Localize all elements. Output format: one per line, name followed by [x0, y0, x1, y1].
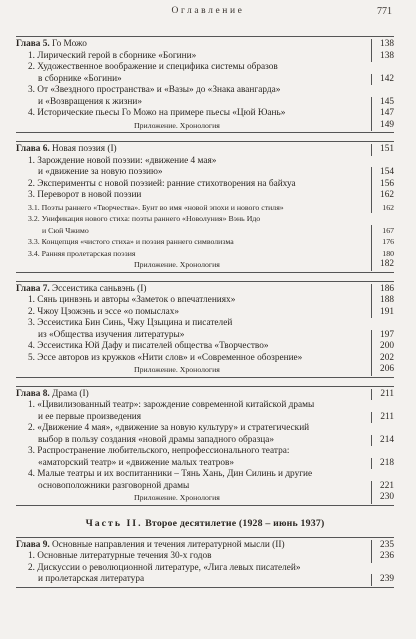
- chapter-heading-row: [16, 389, 394, 401]
- entry-text: и пролетарская литература: [38, 574, 145, 584]
- entry-text: 5. Эссе авторов из кружков «Нити слов» и «Современное обозрение»: [28, 352, 303, 363]
- entry-title: [16, 39, 371, 51]
- entry-text: 1. Зарождение новой поэзии: «движение 4 мая»: [28, 155, 217, 166]
- entry-text: 3. Распространение любительского, непрофессионального театра:: [28, 446, 290, 456]
- entry-title: [16, 353, 371, 365]
- entry-title: [16, 435, 371, 447]
- entry-title: [16, 574, 371, 586]
- entry-text: Приложение. Хронология: [134, 365, 220, 374]
- page-ref: 235: [371, 540, 394, 552]
- chapter-label: Глава 8.: [16, 388, 50, 399]
- entry-title: [16, 190, 371, 202]
- page-ref: 239: [371, 574, 394, 586]
- toc-entry: [16, 62, 394, 74]
- chapter-label: Глава 5.: [16, 39, 50, 49]
- entry-text: 3.3. Концепция «чистого стиха» и поэзия раннего символизма: [28, 237, 234, 246]
- page-ref: 145: [371, 97, 394, 109]
- entry-title: [16, 423, 371, 435]
- page-ref: 162: [371, 190, 394, 202]
- entry-title: [16, 156, 371, 168]
- entry-text: и ее первые произведения: [38, 411, 142, 422]
- page-ref: 197: [371, 330, 394, 342]
- page-ref: 202: [371, 353, 394, 365]
- entry-text: в сборнике «Богини»: [38, 73, 122, 84]
- page-ref: 211: [371, 412, 394, 424]
- entry-title: [16, 97, 371, 109]
- page-ref: 186: [371, 284, 394, 296]
- entry-title: [16, 108, 371, 120]
- entry-title: [16, 295, 371, 307]
- toc-entry: [16, 295, 394, 307]
- entry-text: 2. Художественное воображение и специфика системы образов: [28, 62, 278, 72]
- toc-entry: [16, 225, 394, 237]
- part-title: Второе десятилетие (1928 – июнь 1937): [142, 517, 325, 529]
- chapter-label: Глава 7.: [16, 283, 50, 294]
- entry-title: [16, 446, 371, 458]
- chapter-label: Глава 9.: [16, 539, 50, 550]
- page-ref: 138: [371, 51, 394, 63]
- entry-text: 3.4. Ранняя пролетарская поэзия: [28, 248, 136, 258]
- table-of-contents: [16, 36, 394, 588]
- entry-title: [16, 481, 371, 493]
- toc-entry: [16, 248, 394, 260]
- page-ref: 162: [371, 202, 394, 214]
- page-ref: 214: [371, 435, 394, 447]
- entry-title: [16, 469, 371, 481]
- entry-text: Новая поэзия (I): [49, 144, 117, 154]
- entry-text: Приложение. Хронология: [134, 120, 220, 130]
- toc-entry: [16, 423, 394, 435]
- entry-title: [16, 120, 371, 132]
- entry-title: [16, 74, 371, 86]
- page-ref: 138: [371, 39, 394, 51]
- entry-text: 4. Исторические пьесы Го Можо на примере пьесы «Цюй Юань»: [28, 108, 286, 118]
- toc-entry: [16, 51, 394, 63]
- chapter-heading-row: [16, 540, 394, 552]
- appendix-row: [16, 364, 394, 376]
- entry-text: 2. Чжоу Цзожэнь и эссе «о помыслах»: [28, 306, 179, 317]
- toc-entry: [16, 412, 394, 424]
- toc-entry: [16, 167, 394, 179]
- entry-title: [16, 551, 371, 563]
- toc-entry: [16, 341, 394, 353]
- entry-text: 4. Эссеистика Юй Дафу и писателей общества «Творчество»: [28, 341, 269, 351]
- toc-entry: [16, 236, 394, 248]
- toc-entry: [16, 563, 394, 575]
- page-ref: 221: [371, 481, 394, 493]
- chapter-heading-row: [16, 39, 394, 51]
- entry-text: 3. Эссеистика Бин Синь, Чжу Цзыцина и писателей: [28, 318, 233, 328]
- entry-text: 3.2. Унификация нового стиха: поэты раннего «Новолуния» Вэнь Идо: [28, 214, 261, 223]
- chapter-block: [16, 537, 394, 588]
- page-ref: 230: [371, 492, 394, 504]
- page-ref: 151: [371, 144, 394, 156]
- entry-title: [16, 236, 371, 248]
- entry-title: [16, 202, 371, 214]
- entry-title: [16, 540, 371, 552]
- entry-title: [16, 341, 371, 353]
- page-ref: 188: [371, 295, 394, 307]
- toc-entry: [16, 213, 394, 225]
- page-ref: 200: [371, 341, 394, 353]
- entry-text: 2. «Движение 4 мая», «движение за новую культуру» и стратегический: [28, 423, 310, 433]
- toc-entry: [16, 458, 394, 470]
- chapter-block: [16, 386, 394, 506]
- appendix-row: [16, 120, 394, 132]
- toc-entry: [16, 330, 394, 342]
- page-ref: 176: [371, 236, 394, 248]
- entry-text: Приложение. Хронология: [134, 493, 220, 502]
- page-ref: 180: [371, 248, 394, 260]
- entry-text: из «Общества изучения литературы»: [38, 329, 185, 340]
- chapter-block: [16, 141, 394, 273]
- appendix-row: [16, 259, 394, 271]
- entry-text: Основные направления и течения литературной мысли (II): [49, 539, 285, 550]
- entry-text: 2. Эксперименты с новой поэзией: ранние стихотворения на байхуа: [28, 178, 296, 189]
- toc-entry: [16, 551, 394, 563]
- entry-text: 2. Дискуссии о революционной литературе, «Лига левых писателей»: [28, 562, 301, 573]
- chapter-heading-row: [16, 284, 394, 296]
- entry-title: [16, 51, 371, 63]
- entry-title: [16, 412, 371, 424]
- page-ref: 149: [371, 120, 394, 132]
- entry-text: 1. Сянь цинвэнь и авторы «Заметок о впечатлениях»: [28, 295, 236, 305]
- toc-entry: [16, 202, 394, 214]
- toc-entry: [16, 469, 394, 481]
- entry-text: Драма (I): [49, 388, 89, 399]
- entry-text: 1. Лирический герой в сборнике «Богини»: [28, 50, 197, 61]
- entry-text: 3. Переворот в новой поэзии: [28, 190, 142, 200]
- page-ref: 236: [371, 551, 394, 563]
- chapter-heading-row: [16, 144, 394, 156]
- page-ref: 218: [371, 458, 394, 470]
- entry-title: [16, 167, 371, 179]
- page-header: [0, 6, 416, 26]
- entry-title: [16, 225, 371, 237]
- entry-title: [16, 213, 371, 225]
- entry-text: 1. Основные литературные течения 30-х годов: [28, 551, 212, 561]
- entry-title: [16, 179, 371, 191]
- entry-title: [16, 400, 371, 412]
- entry-text: и Сюй Чжимо: [42, 225, 89, 235]
- entry-text: Приложение. Хронология: [134, 260, 220, 269]
- toc-entry: [16, 481, 394, 493]
- part-heading: [16, 518, 394, 529]
- chapter-block: [16, 36, 394, 133]
- toc-entry: [16, 400, 394, 412]
- entry-text: «аматорский театр» и «движение малых театров»: [38, 457, 235, 468]
- entry-text: и «движение за новую поэзию»: [38, 167, 163, 177]
- entry-text: выбор в пользу создания «новой драмы западного образца»: [38, 434, 274, 445]
- toc-entry: [16, 318, 394, 330]
- entry-text: Го Можо: [49, 39, 87, 49]
- toc-entry: [16, 156, 394, 168]
- entry-title: [16, 458, 371, 470]
- entry-title: [16, 248, 371, 260]
- chapter-block: [16, 281, 394, 378]
- page-ref: 182: [371, 259, 394, 271]
- entry-text: и «Возвращения к жизни»: [38, 96, 142, 107]
- page-number: 771: [377, 6, 392, 17]
- entry-title: [16, 85, 371, 97]
- toc-entry: [16, 446, 394, 458]
- page-ref: 156: [371, 179, 394, 191]
- entry-text: 4. Малые театры и их воспитанники – Тянь Хань, Дин Силинь и другие: [28, 469, 313, 479]
- page-ref: 206: [371, 364, 394, 376]
- page-ref: 211: [371, 389, 394, 401]
- entry-title: [16, 318, 371, 330]
- entry-title: [16, 563, 371, 575]
- entry-title: [16, 62, 371, 74]
- toc-entry: [16, 190, 394, 202]
- toc-entry: [16, 179, 394, 191]
- page-ref: 167: [371, 225, 394, 237]
- toc-entry: [16, 353, 394, 365]
- toc-entry: [16, 307, 394, 319]
- toc-entry: [16, 85, 394, 97]
- entry-text: Эссеистика саньвэнь (I): [49, 283, 147, 294]
- chapter-label: Глава 6.: [16, 144, 50, 154]
- entry-title: [16, 330, 371, 342]
- entry-text: основоположники разговорной драмы: [38, 480, 190, 491]
- entry-text: 1. «Цивилизованный театр»: зарождение современной китайской драмы: [28, 400, 315, 410]
- running-title: Оглавление: [171, 6, 245, 16]
- page-ref: 191: [371, 307, 394, 319]
- entry-title: [16, 307, 371, 319]
- entry-title: [16, 364, 371, 376]
- toc-entry: [16, 97, 394, 109]
- entry-text: 3.1. Поэты раннего «Творчества». Бунт во имя «новой эпохи и нового стиля»: [28, 202, 284, 212]
- page-ref: 147: [371, 108, 394, 120]
- part-label: Часть II.: [85, 517, 143, 529]
- entry-title: [16, 144, 371, 156]
- entry-title: [16, 284, 371, 296]
- entry-title: [16, 389, 371, 401]
- entry-title: [16, 259, 371, 271]
- entry-text: 3. От «Звездного пространства» и «Вазы» до «Знака авангарда»: [28, 85, 281, 95]
- toc-entry: [16, 74, 394, 86]
- page-ref: 142: [371, 74, 394, 86]
- toc-entry: [16, 108, 394, 120]
- toc-entry: [16, 574, 394, 586]
- page-ref: 154: [371, 167, 394, 179]
- toc-entry: [16, 435, 394, 447]
- appendix-row: [16, 492, 394, 504]
- entry-title: [16, 492, 371, 504]
